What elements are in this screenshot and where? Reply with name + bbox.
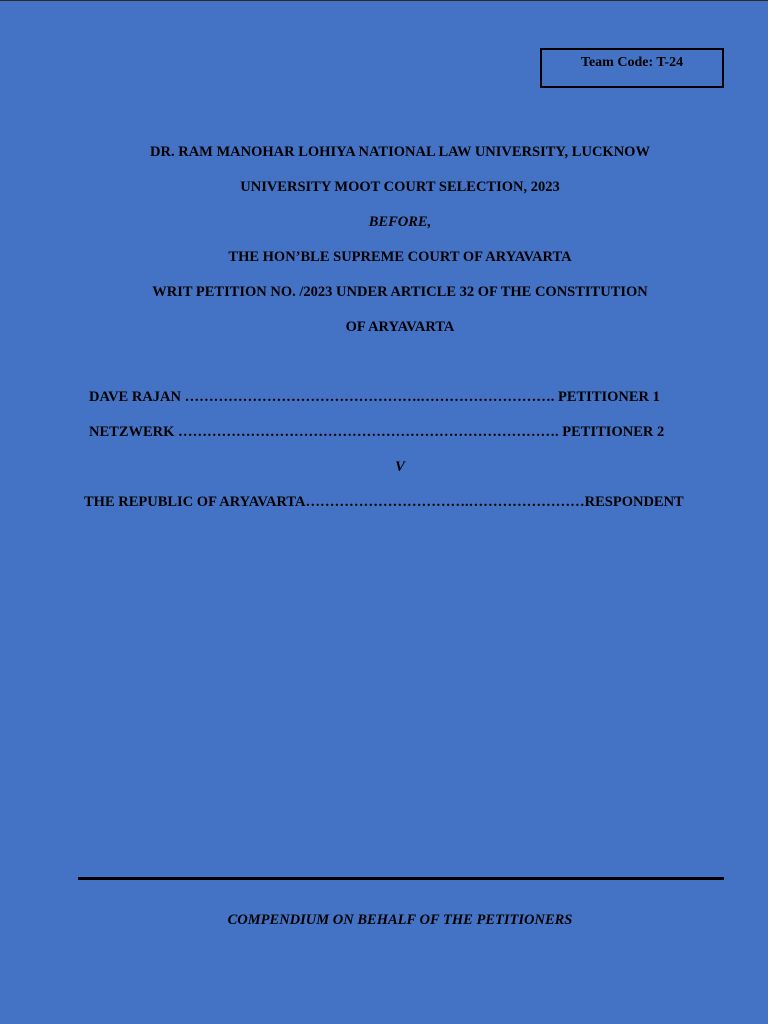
university-name: DR. RAM MANOHAR LOHIYA NATIONAL LAW UNIVERSITY, LUCKNOW [150,144,650,160]
petitioner-1-line: DAVE RAJAN ………………………………………….………………………. PETITIONER 1 [89,389,660,405]
versus-label: V [395,459,405,475]
respondent-line: THE REPUBLIC OF ARYAVARTA…………………………….……………………RESPONDENT [84,494,684,510]
compendium-title: COMPENDIUM ON BEHALF OF THE PETITIONERS [227,912,573,928]
petitioner-2-line: NETZWERK ……………………………………………………………………. PETITIONER 2 [89,424,665,440]
selection-title: UNIVERSITY MOOT COURT SELECTION, 2023 [240,179,560,195]
court-name: THE HON’BLE SUPREME COURT OF ARYAVARTA [228,249,572,265]
footer-divider [78,877,724,880]
before-label: BEFORE, [368,214,432,230]
team-code-box: Team Code: T-24 [540,48,724,88]
petition-line-2: OF ARYAVARTA [345,319,455,335]
petition-line-1: WRIT PETITION NO. /2023 UNDER ARTICLE 32 OF THE CONSTITUTION [152,284,648,300]
